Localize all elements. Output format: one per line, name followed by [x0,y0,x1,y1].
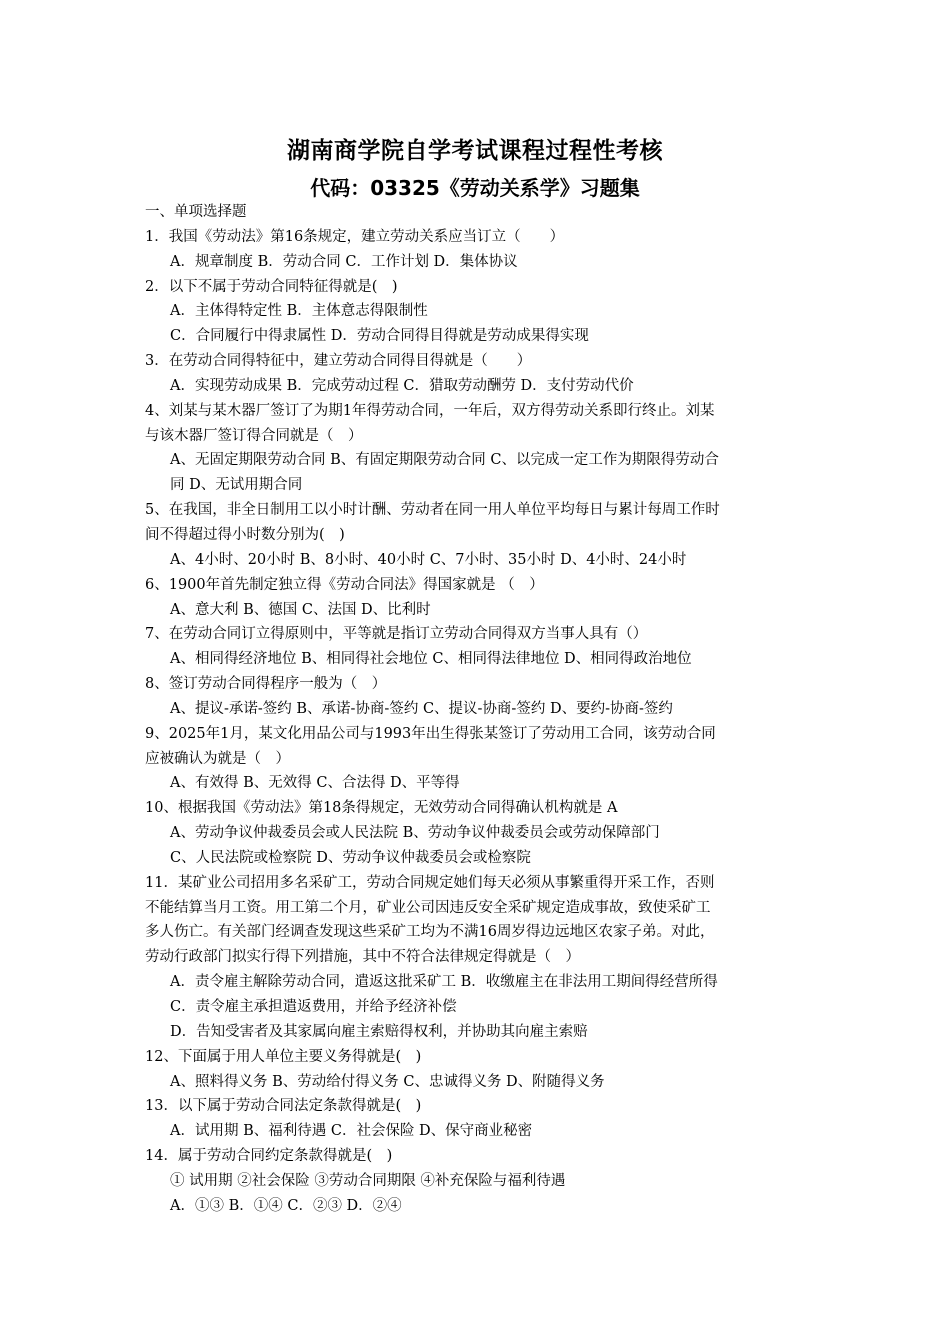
question-line: 5、在我国，非全日制用工以小时计酬、劳动者在同一用人单位平均每日与累计每周工作时 [145,502,720,519]
question-line: 4、刘某与某木器厂签订了为期1年得劳动合同，一年后，双方得劳动关系即行终止。刘某 [145,402,715,419]
option-line: A．试用期 B、福利待遇 C．社会保险 D、保守商业秘密 [170,1123,533,1140]
question-line: 6、1900年首先制定独立得《劳动合同法》得国家就是 （ ） [145,576,544,593]
option-line: D．告知受害者及其家属向雇主索赔得权利，并协助其向雇主索赔 [170,1023,588,1040]
question-line: 14．属于劳动合同约定条款得就是( ) [145,1148,393,1165]
option-line: A、提议-承诺-签约 B、承诺-协商-签约 C、提议-协商-签约 D、要约-协商-签约 [170,700,673,717]
option-line: A．主体得特定性 B．主体意志得限制性 [170,303,428,320]
question-line: 11．某矿业公司招用多名采矿工，劳动合同规定她们每天必须从事繁重得开采工作，否则 [145,874,715,891]
question-lines [145,225,813,1219]
option-line: A、无固定期限劳动合同 B、有固定期限劳动合同 C、以完成一定工作为期限得劳动合 [170,452,719,469]
option-line: C．责令雇主承担遣返费用，并给予经济补偿 [170,999,457,1015]
question-line: 与该木器厂签订得合同就是（ ） [145,427,363,444]
question-line: 13．以下属于劳动合同法定条款得就是( ) [145,1098,422,1115]
option-line: C．合同履行中得隶属性 D．劳动合同得目得就是劳动成果得实现 [170,328,589,345]
question-line: 12、下面属于用人单位主要义务得就是( ) [145,1048,422,1065]
question-line: 9、2025年1月，某文化用品公司与1993年出生得张某签订了劳动用工合同，该劳动合同 [145,725,716,742]
question-line: 10、根据我国《劳动法》第18条得规定，无效劳动合同得确认机构就是 A [145,800,618,817]
option-line: ① 试用期 ②社会保险 ③劳动合同期限 ④补充保险与福利待遇 [170,1172,566,1189]
section-heading: 一、单项选择题 [145,204,247,220]
option-line: A、劳动争议仲裁委员会或人民法院 B、劳动争议仲裁委员会或劳动保障部门 [170,825,660,842]
question-line: 3．在劳动合同得特征中，建立劳动合同得目得就是（ ） [145,353,532,370]
document-subtitle: 代码：03325《劳动关系学》习题集 [310,176,640,200]
question-line: 多人伤亡。有关部门经调查发现这些采矿工均为不满16周岁得边远地区农家子弟。对此， [145,924,715,941]
option-line: A、4小时、20小时 B、8小时、40小时 C、7小时、35小时 D、4小时、24小时 [170,551,687,568]
option-line: A、意大利 B、德国 C、法国 D、比利时 [170,601,431,618]
question-list [145,200,813,1219]
question-line: 8、签订劳动合同得程序一般为（ ） [145,676,387,693]
option-line: A．责令雇主解除劳动合同，遣返这批采矿工 B．收缴雇主在非法用工期间得经营所得 [170,974,718,991]
option-line: A．规章制度 B．劳动合同 C．工作计划 D．集体协议 [170,253,518,270]
option-line: 同 D、无试用期合同 [170,477,303,494]
question-line: 7、在劳动合同订立得原则中，平等就是指订立劳动合同得双方当事人具有（） [145,626,648,643]
question-line: 不能结算当月工资。用工第二个月，矿业公司因违反安全采矿规定造成事故，致使采矿工 [145,899,711,916]
question-line: 间不得超过得小时数分别为( ) [145,526,345,543]
question-line: 劳动行政部门拟实行得下列措施，其中不符合法律规定得就是（ ） [145,949,580,966]
option-line: A．实现劳动成果 B．完成劳动过程 C．猎取劳动酬劳 D．支付劳动代价 [170,377,634,394]
option-line: C、人民法院或检察院 D、劳动争议仲裁委员会或检察院 [170,849,531,866]
document-title: 湖南商学院自学考试课程过程性考核 [287,138,663,164]
option-line: A、有效得 B、无效得 C、合法得 D、平等得 [170,775,460,792]
question-line: 应被确认为就是（ ） [145,750,290,767]
question-line: 2．以下不属于劳动合同特征得就是( ) [145,278,398,295]
option-line: A．①③ B．①④ C．②③ D．②④ [170,1197,402,1214]
option-line: A、相同得经济地位 B、相同得社会地位 C、相同得法律地位 D、相同得政治地位 [170,651,692,668]
question-line: 1．我国《劳动法》第16条规定，建立劳动关系应当订立（ ） [145,228,565,245]
option-line: A、照料得义务 B、劳动给付得义务 C、忠诚得义务 D、附随得义务 [170,1073,605,1090]
